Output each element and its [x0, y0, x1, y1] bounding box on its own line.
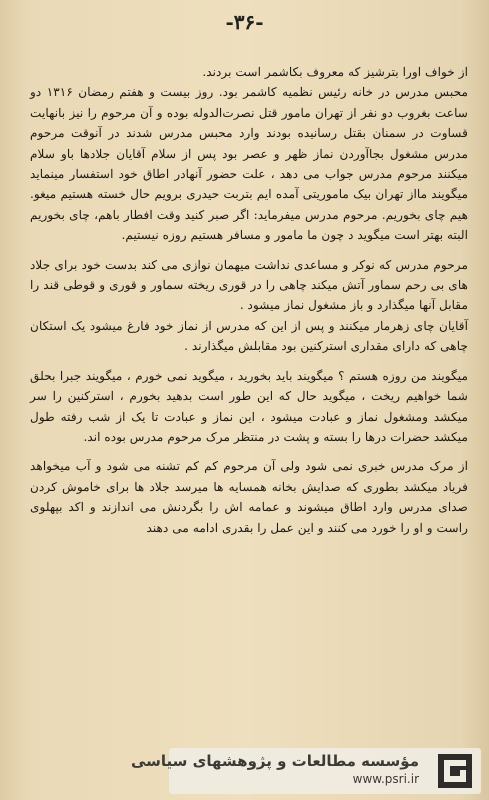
paragraph-2: مرحوم مدرس که نوکر و مساعدی نداشت میهمان نوازی می کند بدست خود برای جلاد های بی رحم سماور آتش میکند چاهی را در قوری ریخته سماور و قوری و قوطی قند را مقابل آنها میگذارد و باز مشغول نماز میشود . آقایان چای زهرمار میکنند و پس از این که مدرس از نماز خود فارغ میشود یک استکان چاهی که دارای مقداری استرکنین بود مقابلش میگذارند .	[30, 257, 468, 354]
watermark-text	[131, 752, 419, 786]
paragraph-1: از خواف اورا بترشیز که معروف بکاشمر است بردند. محبس مدرس در خانه رئیس نظمیه کاشمر بود. روز بیست و هفتم رمضان ۱۳۱۶ دو ساعت بغروب دو نفر از تهران مامور قتل نصرت‌الدوله بوده و آن مرحوم را نیز بانهایت قساوت در سمنان بقتل رسانیده بودند وارد محبس مدرس شدند در آنوقت مرحوم مدرس مشغول بجاآوردن نماز ظهر و عصر بود پس از سلام آقایان جلادها باو سلام میکنند مرحوم مدرس جواب می دهد ، علت حضور آنهادر اطاق خود استفسار مینماید میگویند مااز تهران بیک ماموریتی آمده ایم بتربت حیدری برویم حال خسته هستیم میغو. هیم چای بخوریم. مرحوم مدرس میفرماید: اگر صبر کنید وقت افطار باهم، چای بخوریم البته بهتر است میگوید د چون ما مامور و مسافر هستیم روزه نیستیم.	[30, 65, 468, 243]
watermark-url: www.psri.ir	[352, 772, 419, 786]
psri-logo-icon	[437, 753, 473, 789]
paragraph-4: از مرک مدرس خبری نمی شود ولی آن مرحوم کم کم تشنه می شود و آب میخواهد فریاد میکشد بطوری که صدایش بخانه همسایه ها میرسد جلاد ها برای خاموش کردن صدای مدرس وارد اطاق میشوند و عمامه اش را بگردنش می اندازند و اکد بپهلوی راست و او را خورد می کنند و این عمل را بقدری ادامه می دهند	[30, 459, 468, 535]
page-number: -۳۶-	[225, 10, 264, 34]
watermark	[130, 748, 481, 794]
paragraph-3: میگویند من روزه هستم ؟ میگویند باید بخورید ، میگوید نمی خورم ، میگویند جبرا بحلق شما خواهیم ریخت ، میگوید حال که این طور است بدهید بخورم ، استرکنین را سر میکشد ومشغول نماز و عبادت میشود ، این نماز و عبادت تا یک از شب رفته طول میکشد حضرات درها را بسته و پشت در منتظر مرک مرحوم مدرس بوده اند.	[30, 368, 468, 444]
watermark-name: مؤسسه مطالعات و پژوهشهای سیاسی	[130, 752, 419, 770]
body-text	[30, 62, 468, 547]
